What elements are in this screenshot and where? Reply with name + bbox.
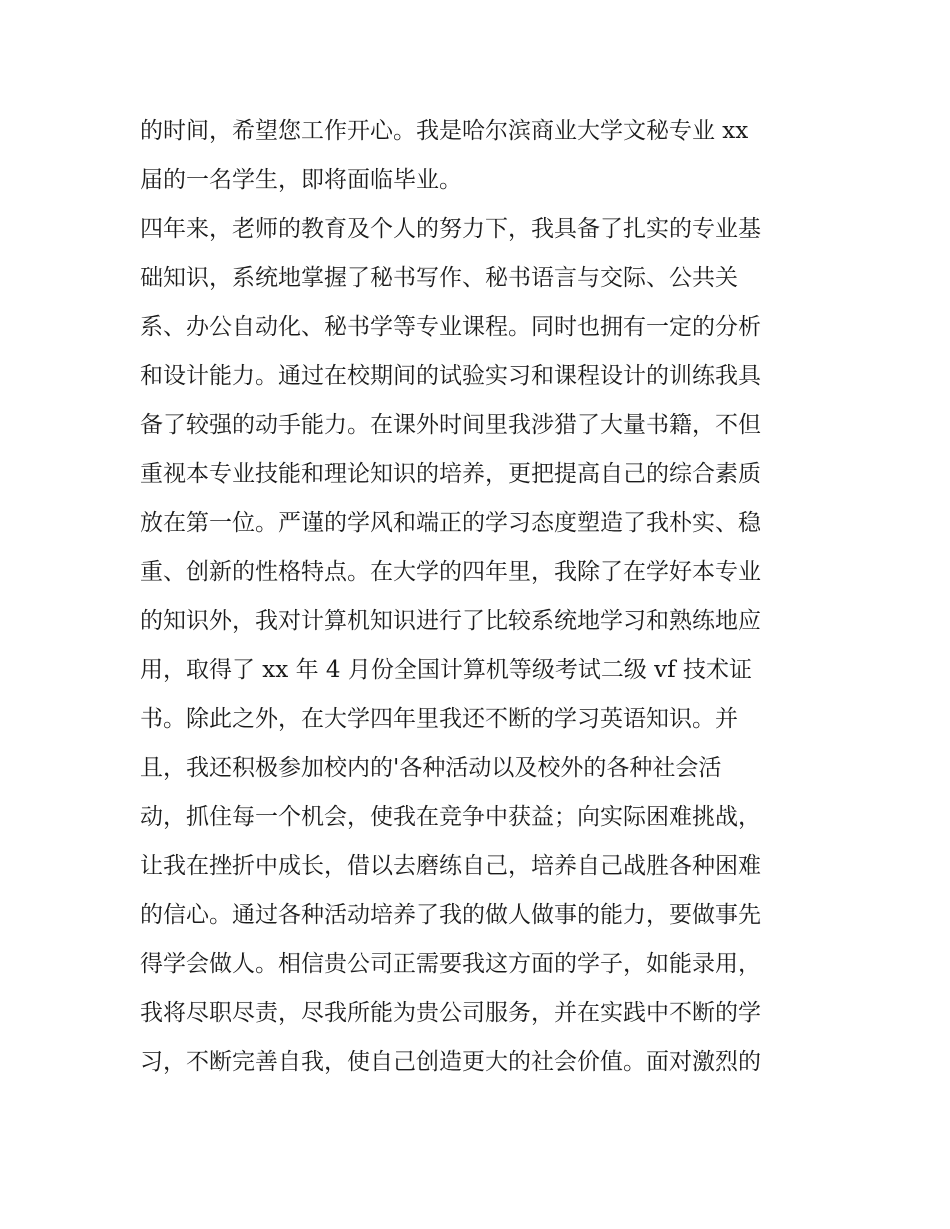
- text-line: 的时间，希望您工作开心。我是哈尔滨商业大学文秘专业 xx: [140, 118, 749, 144]
- text-line: 届的一名学生，即将面临毕业。: [140, 167, 462, 193]
- text-line: 的知识外，我对计算机知识进行了比较系统地学习和熟练地应: [140, 608, 761, 634]
- text-line: 且，我还积极参加校内的'各种活动以及校外的各种社会活: [140, 755, 722, 781]
- text-line: 重视本专业技能和理论知识的培养，更把提高自己的综合素质: [140, 461, 761, 487]
- text-line: 让我在挫折中成长，借以去磨练自己，培养自己战胜各种困难: [140, 853, 761, 879]
- text-line: 系、办公自动化、秘书学等专业课程。同时也拥有一定的分析: [140, 314, 761, 340]
- text-line: 习，不断完善自我，使自己创造更大的社会价值。面对激烈的: [140, 1049, 761, 1075]
- text-line: 础知识，系统地掌握了秘书写作、秘书语言与交际、公共关: [140, 265, 738, 291]
- text-line: 得学会做人。相信贵公司正需要我这方面的学子，如能录用，: [140, 951, 761, 977]
- text-line: 书。除此之外，在大学四年里我还不断的学习英语知识。并: [140, 706, 738, 732]
- text-line: 重、创新的性格特点。在大学的四年里，我除了在学好本专业: [140, 559, 761, 585]
- text-line: 放在第一位。严谨的学风和端正的学习态度塑造了我朴实、稳: [140, 510, 761, 536]
- text-line: 备了较强的动手能力。在课外时间里我涉猎了大量书籍，不但: [140, 412, 761, 438]
- text-line: 的信心。通过各种活动培养了我的做人做事的能力，要做事先: [140, 902, 761, 928]
- text-line: 和设计能力。通过在校期间的试验实习和课程设计的训练我具: [140, 363, 761, 389]
- text-line: 我将尽职尽责，尽我所能为贵公司服务，并在实践中不断的学: [140, 1000, 761, 1026]
- text-line: 四年来，老师的教育及个人的努力下，我具备了扎实的专业基: [140, 216, 761, 242]
- text-line: 动，抓住每一个机会，使我在竞争中获益；向实际困难挑战，: [140, 804, 761, 830]
- text-line: 用，取得了 xx 年 4 月份全国计算机等级考试二级 vf 技术证: [140, 657, 752, 683]
- body-text: [140, 107, 820, 1087]
